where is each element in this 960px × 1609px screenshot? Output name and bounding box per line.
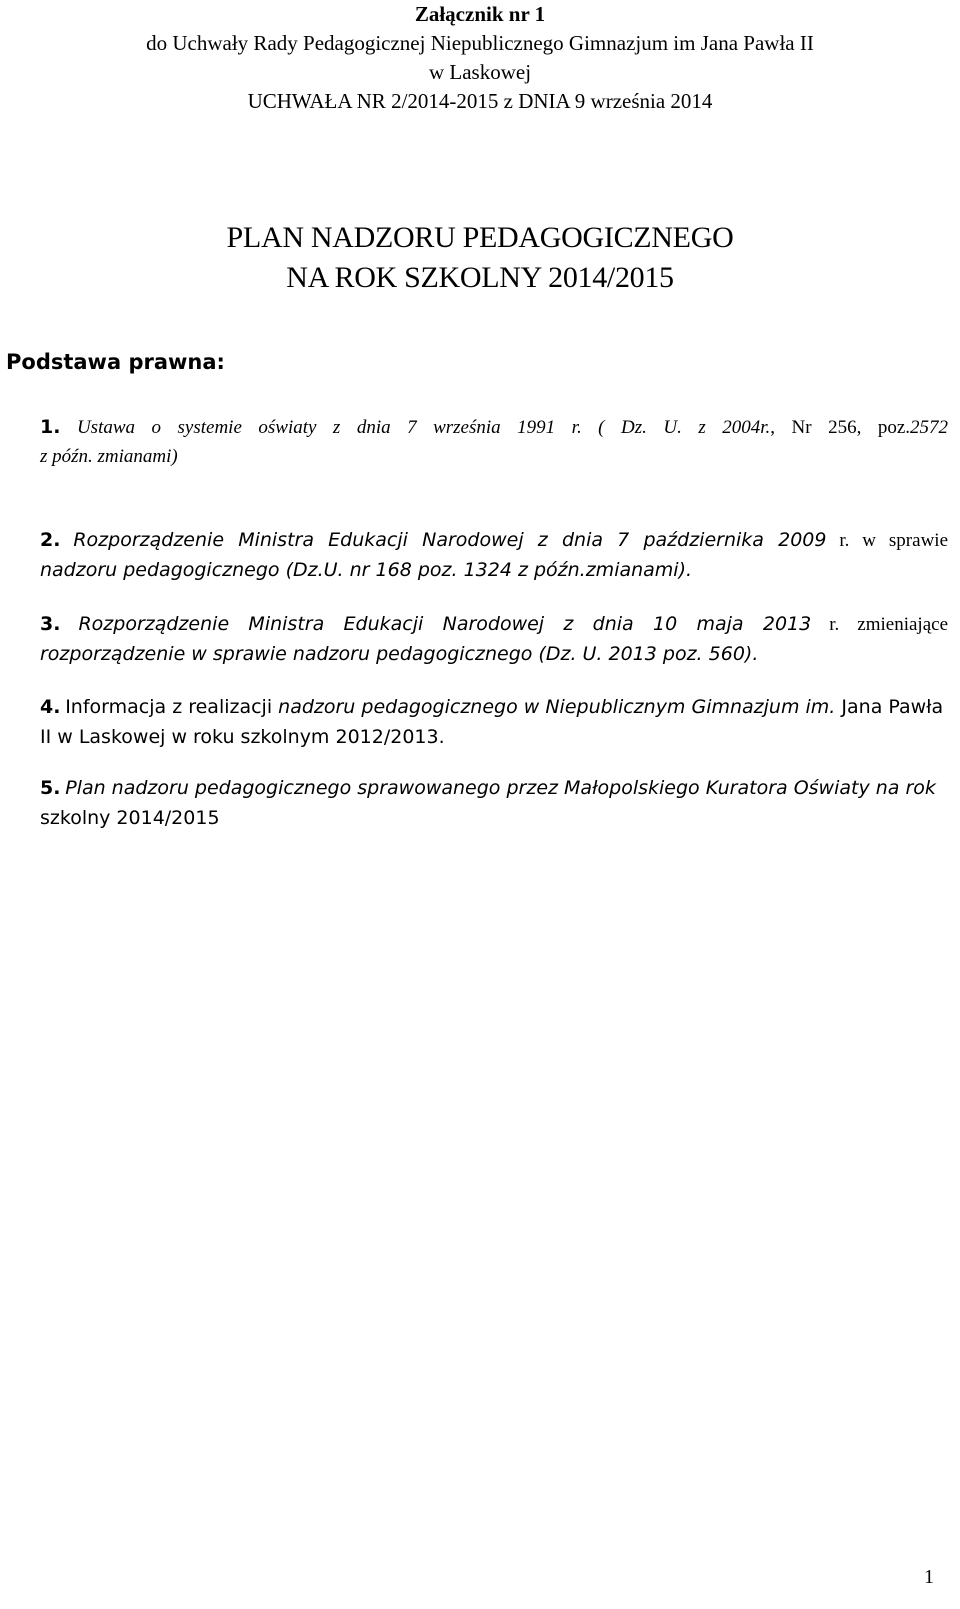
- item-number: 3.: [40, 613, 61, 635]
- resolution-number: UCHWAŁA NR 2/2014-2015 z DNIA 9 września 2014: [247, 89, 713, 113]
- item-number: 5.: [40, 777, 61, 799]
- legal-basis-item-2: [40, 525, 948, 585]
- item-text-italic: Rozporządzenie Ministra Edukacji Narodowej z dnia 10 maja 2013: [78, 613, 812, 635]
- item-text-roman-start: Informacja z realizacji: [65, 696, 279, 718]
- legal-basis-item-5: [40, 773, 948, 833]
- item-text-italic: nadzoru pedagogicznego w Niepublicznym Gimnazjum im.: [278, 696, 836, 718]
- item-text-continued: rozporządzenie w sprawie nadzoru pedagogicznego (Dz. U. 2013 poz. 560).: [40, 643, 759, 665]
- item-text-italic-end: 2572: [910, 417, 949, 438]
- legal-basis-item-3: [40, 609, 948, 669]
- legal-basis-heading: Podstawa prawna:: [6, 350, 225, 374]
- item-text-roman: , Nr 256, poz.: [770, 417, 911, 438]
- item-number: 1.: [40, 416, 61, 438]
- attachment-title: Załącznik nr 1: [414, 2, 546, 26]
- item-text-roman: r. zmieniające: [811, 614, 949, 635]
- title-line-1: PLAN NADZORU PEDAGOGICZNEGO: [226, 221, 734, 254]
- legal-basis-item-4: [40, 692, 948, 752]
- item-text-continued: z późn. zmianami): [40, 446, 178, 467]
- item-text-italic: Ustawa o systemie oświaty z dnia 7 września 1991 r. ( Dz. U. z 2004r.: [76, 417, 771, 438]
- item-text-continued: nadzoru pedagogicznego (Dz.U. nr 168 poz. 1324 z późn.zmianami).: [40, 559, 693, 581]
- item-number: 4.: [40, 696, 61, 718]
- item-text-roman: r. w sprawie: [826, 530, 949, 551]
- page-number: 1: [924, 1566, 934, 1588]
- item-text-continued: szkolny 2014/2015: [40, 807, 220, 829]
- item-text-continued: II w Laskowej w roku szkolnym 2012/2013.: [40, 726, 445, 748]
- title-line-2: NA ROK SZKOLNY 2014/2015: [286, 261, 674, 294]
- item-text-italic: Plan nadzoru pedagogicznego sprawowanego przez Małopolskiego Kuratora Oświaty na rok: [65, 777, 936, 799]
- item-number: 2.: [40, 529, 61, 551]
- school-location: w Laskowej: [428, 60, 532, 84]
- resolution-reference: do Uchwały Rady Pedagogicznej Niepublicznego Gimnazjum im Jana Pawła II: [146, 31, 814, 55]
- item-text-roman: Jana Pawła: [835, 696, 944, 718]
- legal-basis-item-1: [40, 412, 948, 472]
- item-text-italic: Rozporządzenie Ministra Edukacji Narodowej z dnia 7 października 2009: [73, 529, 827, 551]
- attachment-header: [0, 0, 960, 116]
- document-title: [0, 218, 960, 298]
